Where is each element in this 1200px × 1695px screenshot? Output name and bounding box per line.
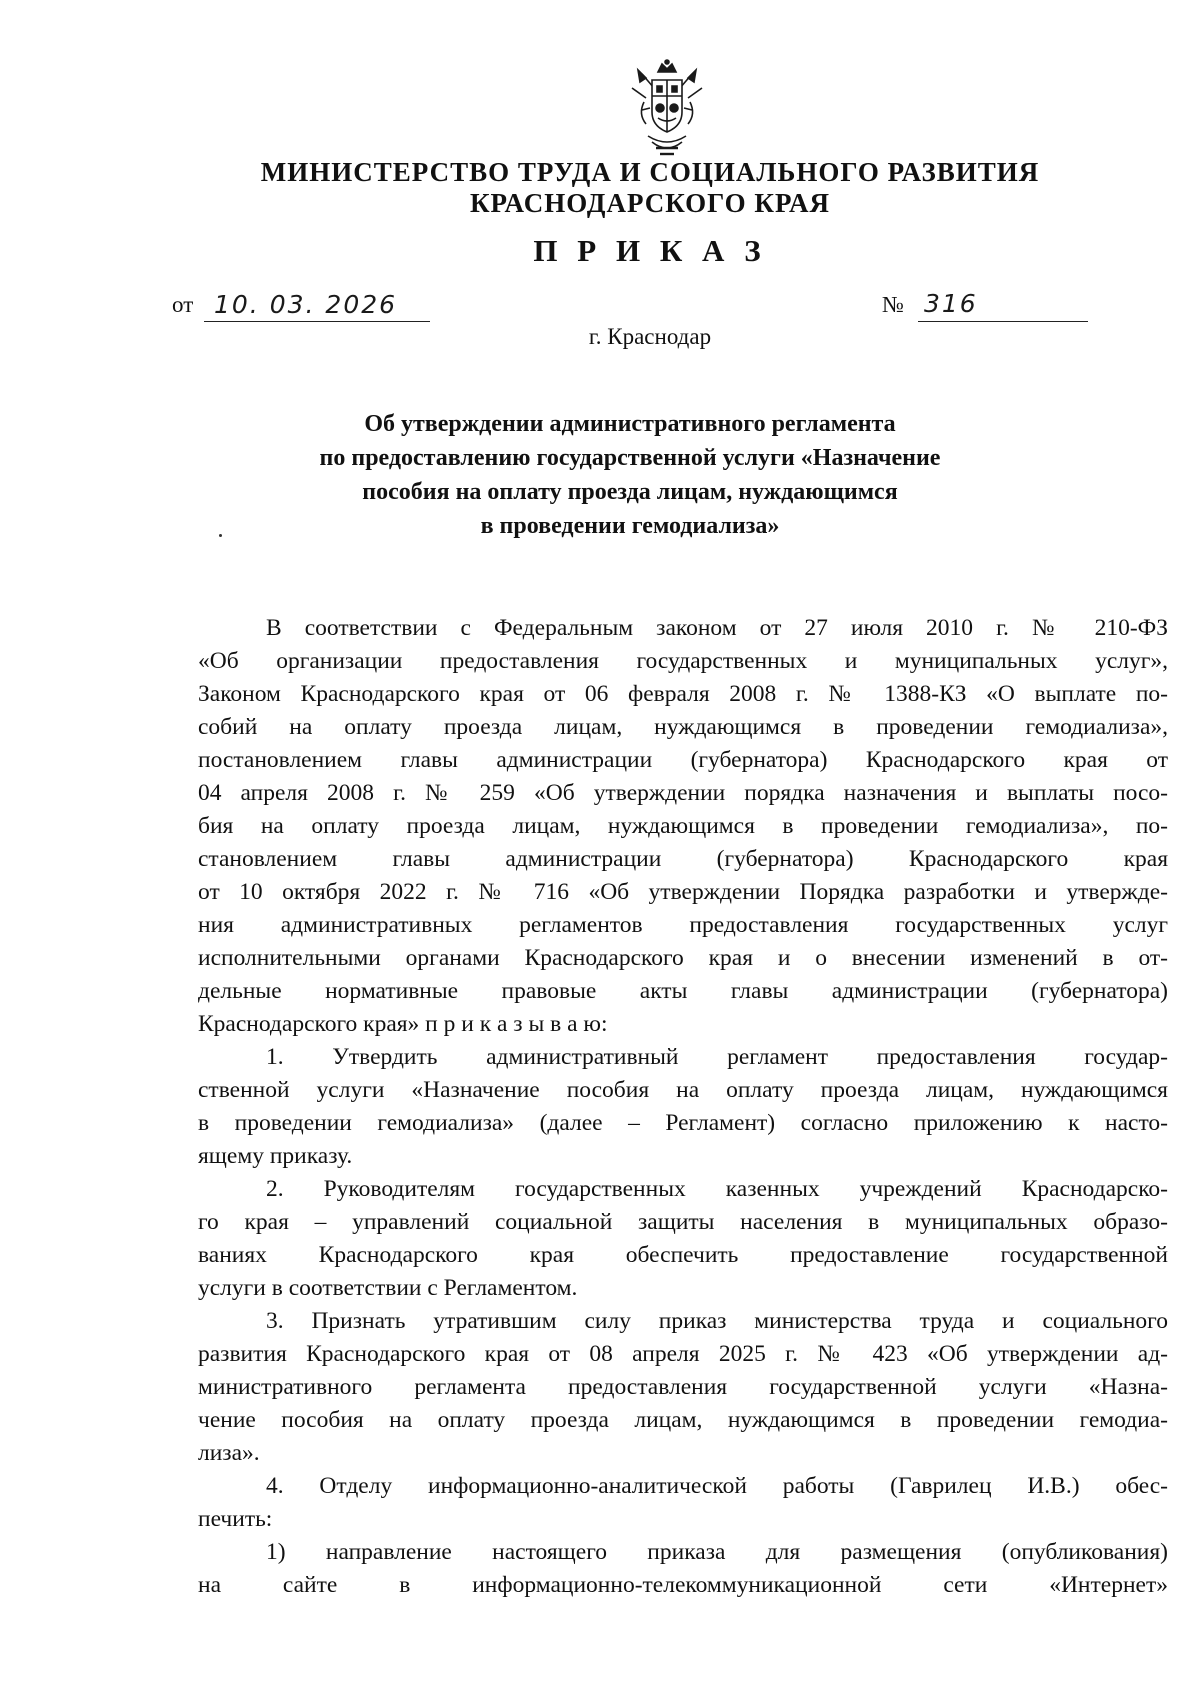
number-sign: №	[882, 292, 904, 317]
body-line: услуги в соответствии с Регламентом.	[198, 1275, 578, 1301]
body-line: Краснодарского края» п р и к а з ы в а ю:	[198, 1011, 608, 1037]
body-line: 1) направление настоящего приказа для размещения (опубликования)	[266, 1539, 1168, 1565]
body-line: бия на оплату проезда лицам, нуждающимся в проведении гемодиализа», по-	[198, 813, 1168, 839]
subject-line-4: в проведении гемодиализа»	[480, 513, 780, 539]
body-line: лиза».	[198, 1440, 260, 1466]
body-line: 04 апреля 2008 г. № 259 «Об утверждении порядка назначения и выплаты посо-	[198, 780, 1168, 806]
body-line: собий на оплату проезда лицам, нуждающимся в проведении гемодиализа»,	[198, 714, 1168, 740]
body-line: го края – управлений социальной защиты населения в муниципальных образо-	[198, 1209, 1168, 1235]
coat-of-arms-emblem	[624, 58, 710, 158]
body-line: ния административных регламентов предоставления государственных услуг	[198, 912, 1168, 938]
subject-line-3: пособия на оплату проезда лицам, нуждающимся	[362, 479, 898, 505]
handwritten-date: 10. 03. 2026	[214, 290, 398, 319]
stray-dot-mark	[219, 534, 222, 537]
number-underline	[918, 321, 1088, 322]
document-type-heading: П Р И К А З	[533, 233, 767, 268]
body-line: ваниях Краснодарского края обеспечить предоставление государственной	[198, 1242, 1168, 1268]
body-line: дельные нормативные правовые акты главы администрации (губернатора)	[198, 978, 1168, 1004]
body-line: исполнительными органами Краснодарского края и о внесении изменений в от-	[198, 945, 1168, 971]
subject-line-2: по предоставлению государственной услуги «Назначение	[319, 445, 941, 471]
body-line: Законом Краснодарского края от 06 февраля 2008 г. № 1388-КЗ «О выплате по-	[198, 681, 1168, 707]
body-line: печить:	[198, 1506, 273, 1532]
body-line: ственной услуги «Назначение пособия на оплату проезда лицам, нуждающимся	[198, 1077, 1168, 1103]
body-line: 3. Признать утратившим силу приказ министерства труда и социального	[266, 1308, 1168, 1334]
body-line: чение пособия на оплату проезда лицам, нуждающимся в проведении гемодиа-	[198, 1407, 1168, 1433]
subject-line-1: Об утверждении административного регламента	[364, 411, 896, 437]
body-line: 2. Руководителям государственных казенных учреждений Краснодарско-	[266, 1176, 1168, 1202]
date-underline	[204, 321, 430, 322]
body-line: «Об организации предоставления государственных и муниципальных услуг»,	[198, 648, 1168, 674]
body-line: от 10 октября 2022 г. № 716 «Об утверждении Порядка разработки и утвержде-	[198, 879, 1168, 905]
body-line: ящему приказу.	[198, 1143, 353, 1169]
body-line: развития Краснодарского края от 08 апреля 2025 г. № 423 «Об утверждении ад-	[198, 1341, 1168, 1367]
date-prefix: от	[172, 292, 194, 317]
body-line: 1. Утвердить административный регламент предоставления государ-	[266, 1044, 1168, 1070]
body-line: министративного регламента предоставления государственной услуги «Назна-	[198, 1374, 1168, 1400]
handwritten-order-number: 316	[924, 289, 978, 318]
body-line: становлением главы администрации (губернатора) Краснодарского края	[198, 846, 1168, 872]
ministry-name-line-1: МИНИСТЕРСТВО ТРУДА И СОЦИАЛЬНОГО РАЗВИТИЯ	[260, 157, 1040, 187]
body-line: постановлением главы администрации (губернатора) Краснодарского края от	[198, 747, 1168, 773]
body-line: на сайте в информационно-телекоммуникационной сети «Интернет»	[198, 1572, 1168, 1598]
body-line: в проведении гемодиализа» (далее – Регламент) согласно приложению к насто-	[198, 1110, 1168, 1136]
body-line: 4. Отделу информационно-аналитической работы (Гаврилец И.В.) обес-	[266, 1473, 1168, 1499]
body-line: В соответствии с Федеральным законом от 27 июля 2010 г. № 210-ФЗ	[266, 615, 1168, 641]
city-name: г. Краснодар	[588, 324, 712, 349]
ministry-name-line-2: КРАСНОДАРСКОГО КРАЯ	[469, 188, 831, 218]
